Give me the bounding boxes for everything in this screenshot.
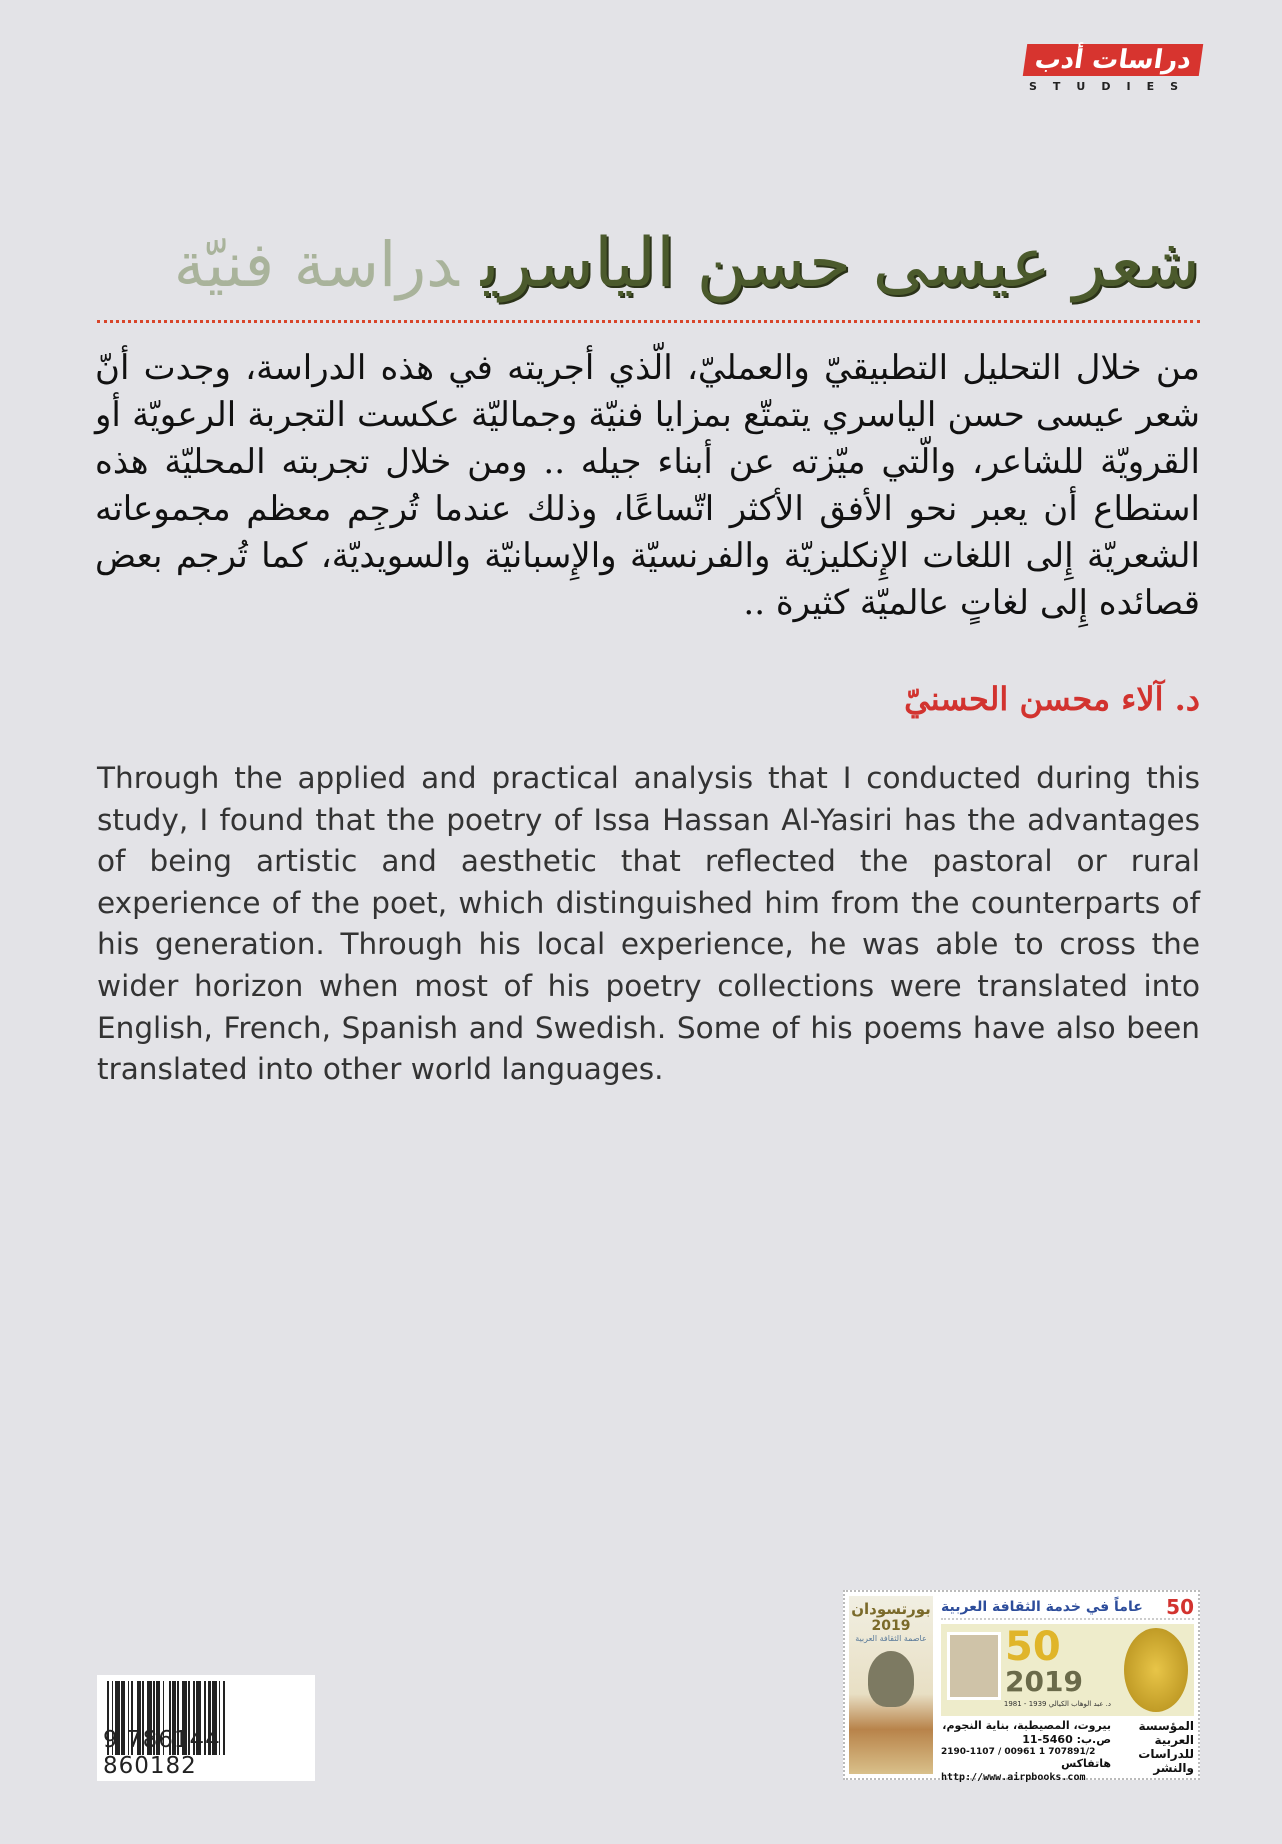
stamp-left-year: 2019 (871, 1618, 911, 1634)
dotted-divider (97, 320, 1200, 323)
anniversary-number: 50 (1005, 1624, 1061, 1670)
founder-photo (947, 1632, 1001, 1700)
stamp-header-number: 50 (1166, 1595, 1194, 1619)
stamp-header (941, 1596, 1194, 1620)
stamp-city: بورتسودان (851, 1600, 931, 1618)
anniversary-year: 2019 (1005, 1665, 1083, 1698)
stamp-header-text: عاماً في خدمة الثقافة العربية (941, 1599, 1143, 1615)
isbn-barcode (97, 1675, 315, 1781)
portrait-image (868, 1651, 914, 1707)
arabic-blurb: من خلال التحليل التطبيقيّ والعمليّ، الّذي أجريته في هذه الدراسة، وجدت أنّ شعر عيسى حسن الياسري يتمتّع بمزايا فنيّة وجماليّة عكست التجربة الرعويّة أو القرويّة للشاعر، والّتي ميّزته عن أبناء جيله .. ومن خلال تجربته المحليّة هذه استطاع أن يعبر نحو الأفق الأكثر اتّساعًا، وذلك عندما تُرجِم معظم مجموعاته الشعريّة إِلى اللغات الإِنكليزيّة والفرنسيّة والإِسبانيّة والسويديّة، كما تُرجم بعض قصائده إِلى لغاتٍ عالميّة كثيرة .. (95, 348, 1200, 623)
publisher-logo-arabic: دراسات أدب (1023, 44, 1203, 76)
isbn-number: 9 786144 860182 (103, 1727, 221, 1779)
address-text: بيروت، المصيطبة، بناية النجوم، ص.ب: 5460-11 (942, 1719, 1111, 1746)
english-blurb: Through the applied and practical analysis that I conducted during this study, I found that the poetry of Issa Hassan Al-Yasiri has the advantages of being artistic and aesthetic that reflected the pastoral or rural experience of the poet, which distinguished him from the counterparts of his generation. Through his local experience, he was able to cross the wider horizon when most of his poetry collections were translated into English, French, Spanish and Swedish. Some of his poems have also been translated into other world languages. (97, 761, 1200, 1087)
stamp-portsudan-panel (849, 1596, 933, 1774)
publisher-url: http://www.airpbooks.com (941, 1772, 1086, 1783)
publisher-logo-english: STUDIES (1029, 80, 1195, 93)
publisher-address (941, 1719, 1111, 1771)
book-title (95, 214, 1200, 322)
publisher-org-name: المؤسسة العربية للدراسات والنشر (1138, 1719, 1194, 1775)
book-title-main: شعر عيسى حسن الياسري (480, 224, 1200, 303)
publisher-logo (1025, 44, 1201, 98)
stamp-main-panel (941, 1595, 1194, 1783)
fax-label: هاتفاكس (1061, 1757, 1111, 1770)
stamp-left-caption: عاصمة الثقافة العربية (855, 1634, 927, 1643)
phone-fax: 2190-1107 / 00961 1 707891/2 (941, 1747, 1096, 1757)
founder-line: د. عبد الوهاب الكيالي 1939 - 1981 (1003, 1700, 1111, 1708)
book-subtitle: دراسة فنيّة (173, 228, 459, 301)
publisher-stamp (843, 1590, 1200, 1783)
stamp-contact (941, 1719, 1194, 1783)
gold-coin-image (1124, 1628, 1188, 1712)
author-name: د. آلاء محسن الحسنيّ (904, 680, 1200, 718)
stamp-anniversary (941, 1624, 1194, 1716)
